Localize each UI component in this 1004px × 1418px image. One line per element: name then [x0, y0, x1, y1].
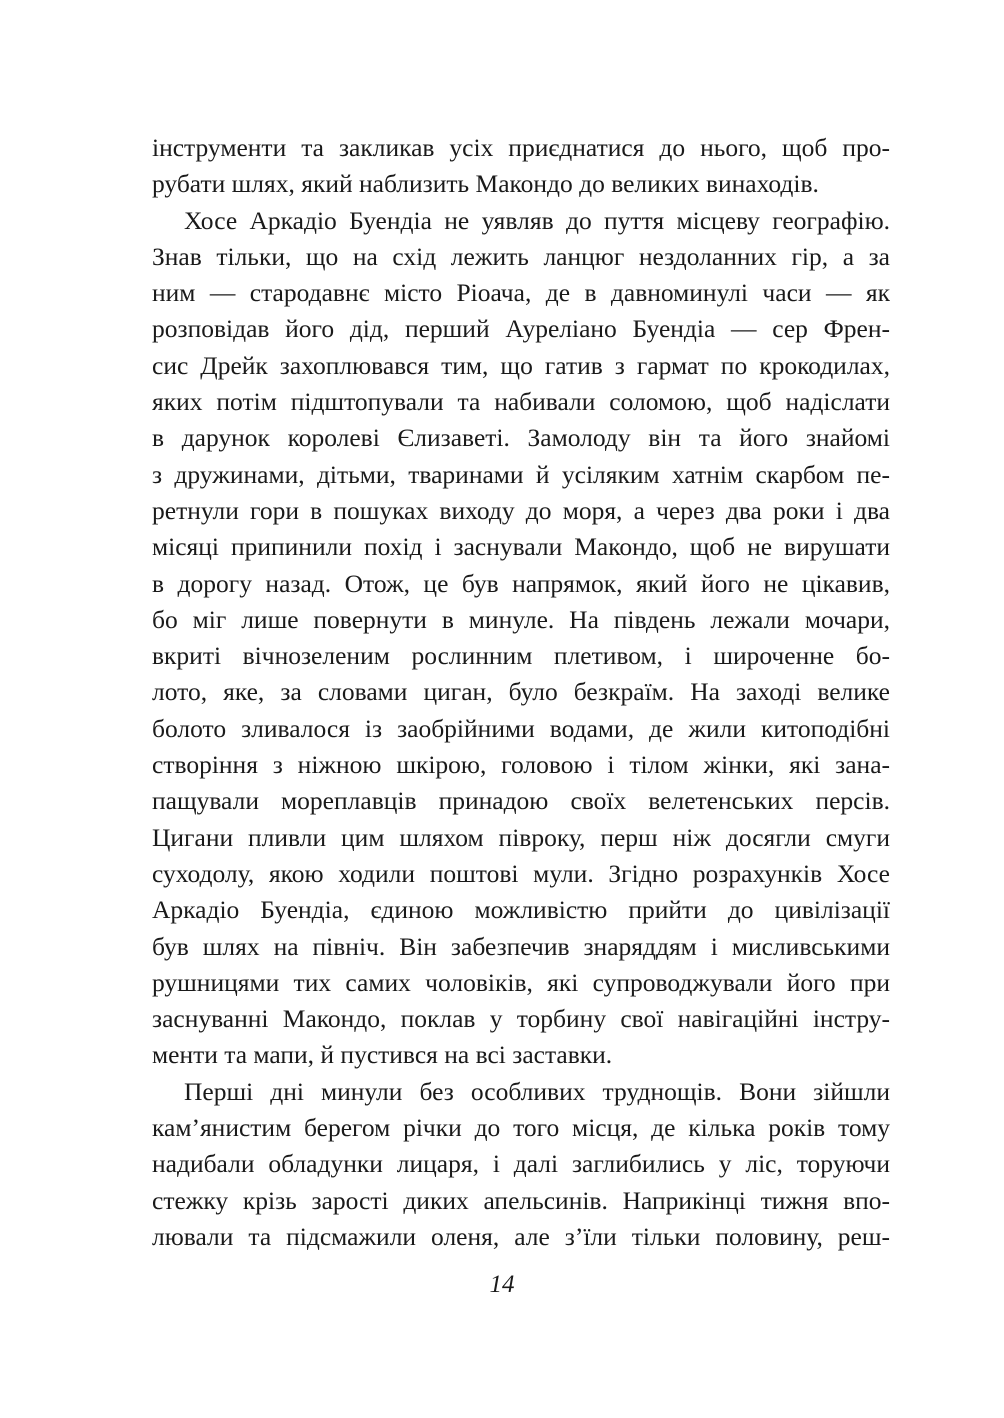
text-line: пащували мореплавців принадою своїх велетенських персів.: [152, 786, 890, 816]
text-line: був шлях на північ. Він забезпечив знаряддям і мисливськими: [152, 931, 890, 961]
text-line: розповідав його дід, перший Ауреліано Буендіа — сер Френ-: [152, 314, 890, 344]
text-line: суходолу, якою ходили поштові мули. Згідно розрахунків Хосе: [152, 858, 890, 888]
body-text: [152, 130, 890, 1255]
text-line: рубати шлях, який наблизить Макондо до великих винаходів.: [152, 169, 819, 199]
text-line: менти та мапи, й пустився на всі заставки.: [152, 1040, 613, 1070]
paragraph-first-line: Перші дні минули без особливих труднощів. Вони зійшли: [184, 1076, 890, 1106]
text-line: стежку крізь зарості диких апельсинів. Наприкінці тижня впо-: [152, 1185, 890, 1215]
text-line: сис Дрейк захоплювався тим, що гатив з гармат по крокодилах,: [152, 350, 890, 380]
text-line: кам’янистим берегом річки до того місця, де кілька років тому: [152, 1113, 890, 1143]
text-line: лото, яке, за словами циган, було безкраїм. На заході велике: [152, 677, 890, 707]
text-line: в дарунок королеві Єлизаветі. Замолоду він та його знайомі: [152, 423, 890, 453]
text-line: ретнули гори в пошуках виходу до моря, а через два роки і два: [152, 495, 890, 525]
text-line: створіння з ніжною шкірою, головою і тілом жінки, які зана-: [152, 750, 890, 780]
text-line: лювали та підсмажили оленя, але з’їли тільки половину, реш-: [152, 1221, 890, 1251]
text-line: ним — стародавнє місто Ріоача, де в давноминулі часи — як: [152, 278, 890, 308]
page-number: 14: [489, 1271, 515, 1298]
text-line: рушницями тих самих чоловіків, які супроводжували його при: [152, 967, 890, 997]
text-line: яких потім підштопували та набивали соломою, щоб надіслати: [152, 387, 890, 417]
text-line: бо міг лише повернути в минуле. На південь лежали мочари,: [152, 604, 890, 634]
text-line: Знав тільки, що на схід лежить ланцюг нездоланних гір, а за: [152, 241, 890, 271]
text-line: місяці припинили похід і заснували Макондо, щоб не вирушати: [152, 532, 890, 562]
paragraph-first-line: Хосе Аркадіо Буендіа не уявляв до пуття місцеву географію.: [184, 205, 890, 235]
text-line: болото зливалося із заобрійними водами, де жили китоподібні: [152, 713, 890, 743]
text-line: Аркадіо Буендіа, єдиною можливістю прийти до цивілізації: [152, 895, 890, 925]
text-line: Цигани пливли цим шляхом півроку, перш ніж досягли смуги: [152, 822, 890, 852]
text-line: в дорогу назад. Отож, це був напрямок, який його не цікавив,: [152, 568, 890, 598]
text-line: вкриті вічнозеленим рослинним плетивом, і широченне бо-: [152, 641, 890, 671]
text-line: надибали обладунки лицаря, і далі заглибились у ліс, торуючи: [152, 1149, 890, 1179]
text-line: з дружинами, дітьми, тваринами й усіляким хатнім скарбом пе-: [152, 459, 890, 489]
text-line: заснуванні Макондо, поклав у торбину свої навігаційні інстру-: [152, 1004, 890, 1034]
text-line: інструменти та закликав усіх приєднатися до нього, щоб про-: [152, 133, 890, 162]
